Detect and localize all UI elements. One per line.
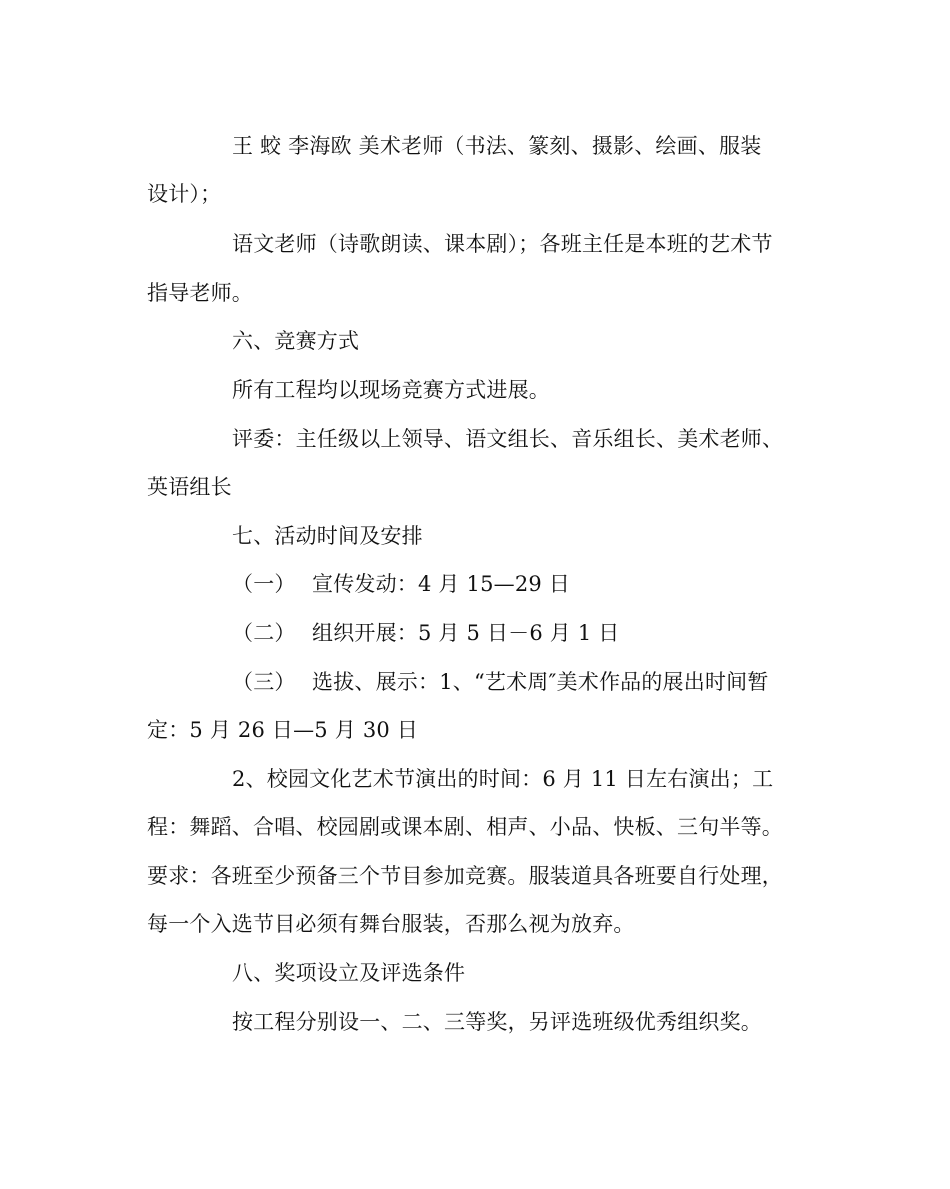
schedule-item-1 [232, 570, 892, 598]
schedule-item-3-number: （三） [232, 670, 296, 694]
paragraph-line-award-levels: 按工程分别设一、二、三等奖，另评选班级优秀组织奖。 [232, 1010, 762, 1034]
paragraph-line-chinese-teachers: 语文老师（诗歌朗读、课本剧）；各班主任是本班的艺术节 [232, 232, 773, 256]
paragraph-line-onsite: 所有工程均以现场竞赛方式进展。 [232, 378, 550, 402]
schedule-item-1-text: 宣传发动：4 月 15—29 日 [312, 572, 571, 596]
paragraph-line-programs: 程：舞蹈、合唱、校园剧或课本剧、相声、小品、快板、三句半等。 [147, 815, 783, 839]
paragraph-line-design: 设计）； [147, 182, 222, 206]
paragraph-line-requirements: 要求：各班至少预备三个节目参加竞赛。服装道具各班要自行处理， [147, 864, 783, 888]
paragraph-line-dates: 定：5 月 26 日—5 月 30 日 [147, 718, 419, 742]
section-heading-competition: 六、竞赛方式 [232, 329, 360, 353]
paragraph-line-judges: 评委：主任级以上领导、语文组长、音乐组长、美术老师、 [232, 427, 784, 451]
paragraph-line-advisors: 指导老师。 [147, 281, 253, 305]
schedule-item-2-text: 组织开展：5 月 5 日－6 月 1 日 [312, 621, 620, 645]
schedule-item-2 [232, 619, 892, 647]
paragraph-line-performance-time: 2、校园文化艺术节演出的时间：6 月 11 日左右演出；工 [232, 767, 774, 791]
paragraph-line-costume: 每一个入选节目必须有舞台服装，否那么视为放弃。 [147, 912, 635, 936]
paragraph-line-english-head: 英语组长 [147, 475, 232, 499]
section-heading-awards: 八、奖项设立及评选条件 [232, 961, 466, 985]
schedule-item-1-number: （一） [232, 572, 296, 596]
schedule-item-2-number: （二） [232, 621, 296, 645]
section-heading-schedule: 七、活动时间及安排 [232, 524, 423, 548]
paragraph-line-teachers-art: 王 蛟 李海欧 美术老师（书法、篆刻、摄影、绘画、服装 [232, 134, 762, 158]
schedule-item-3-text: 选拔、展示：1、“艺术周″美术作品的展出时间暂 [312, 670, 769, 694]
schedule-item-3 [232, 668, 892, 696]
